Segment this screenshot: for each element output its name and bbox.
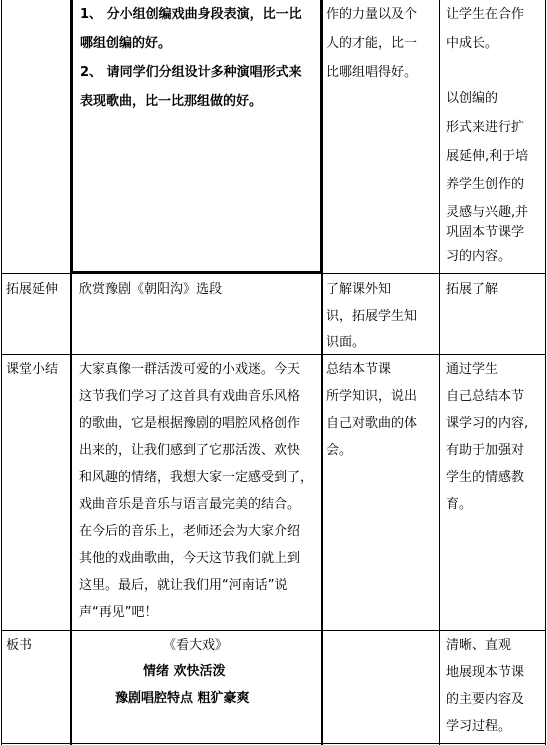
board-title: 《看大戏》 — [163, 638, 229, 653]
content-line: 这里。最后，就让我们用“河南话”说 — [79, 578, 288, 593]
content-line: 表现歌曲，比一比那组做的好。 — [80, 94, 263, 109]
row3-label: 课堂小结 — [6, 362, 59, 377]
intent-line: 育。 — [446, 497, 473, 512]
content-line: 哪组创编的好。 — [80, 36, 172, 51]
board-line: 情绪 欢快活泼 — [143, 664, 226, 679]
activity-line: 总结本节课 — [326, 362, 392, 377]
row2-label: 拓展延伸 — [6, 282, 59, 297]
content-line: 其他的戏曲歌曲，今天这节我们就上到 — [79, 551, 301, 566]
content-line: 戏曲音乐是音乐与语言最完美的结合。 — [79, 497, 301, 512]
row4-label: 板书 — [6, 638, 33, 653]
activity-line: 了解课外知 — [326, 282, 392, 297]
intent-line: 展延伸,利于培 — [446, 149, 529, 164]
content-line: 的歌曲，它是根据豫剧的唱腔风格创作 — [79, 416, 301, 431]
activity-line: 作的力量以及个 — [326, 7, 418, 22]
content-line: 这节我们学习了这首具有戏曲音乐风格 — [79, 389, 301, 404]
activity-line: 自己对歌曲的体 — [326, 416, 418, 431]
content-line: 声“再见”吧！ — [79, 605, 158, 620]
intent-line: 通过学生 — [446, 362, 499, 377]
intent-line: 学生的情感教 — [446, 470, 525, 485]
intent-line: 以创编的 — [446, 91, 499, 106]
intent-line: 灵感与兴趣,并 — [446, 205, 529, 220]
board-line: 豫剧唱腔特点 粗犷豪爽 — [115, 691, 250, 706]
intent-line: 形式来进行扩 — [446, 120, 525, 135]
row2-content: 欣赏豫剧《朝阳沟》选段 — [79, 282, 223, 297]
content-line: 大家真像一群活泼可爱的小戏迷。今天 — [79, 362, 301, 377]
activity-line: 识面。 — [326, 335, 366, 350]
intent-line: 习的内容。 — [446, 249, 512, 264]
content-line: 和风趣的情绪，我想大家一定感受到了， — [79, 470, 314, 485]
intent-line: 养学生创作的 — [446, 177, 525, 192]
row2-intent: 拓展了解 — [446, 282, 499, 297]
intent-line: 自己总结本节 — [446, 389, 525, 404]
content-line: 1、 分小组创编戏曲身段表演，比一比 — [80, 7, 302, 22]
intent-line: 中成长。 — [446, 36, 499, 51]
intent-line: 课学习的内容, — [446, 416, 529, 431]
intent-line: 巩固本节课学 — [446, 225, 525, 240]
activity-line: 所学知识，说出 — [326, 389, 418, 404]
intent-line: 的主要内容及 — [446, 692, 525, 707]
content-line: 在今后的音乐上，老师还会为大家介绍 — [79, 524, 301, 539]
intent-line: 地展现本节课 — [446, 665, 525, 680]
content-line: 2、 请同学们分组设计多种演唱形式来 — [80, 65, 302, 80]
activity-line: 会。 — [326, 443, 353, 458]
intent-line: 学习过程。 — [446, 719, 512, 734]
activity-line: 识，拓展学生知 — [326, 309, 418, 324]
activity-line: 人的才能，比一 — [326, 36, 418, 51]
intent-line: 有助于加强对 — [446, 443, 525, 458]
content-line: 出来的，让我们感到了它那活泼、欢快 — [79, 443, 301, 458]
intent-line: 清晰、直观 — [446, 638, 512, 653]
activity-line: 比哪组唱得好。 — [326, 65, 418, 80]
intent-line: 让学生在合作 — [446, 7, 525, 22]
